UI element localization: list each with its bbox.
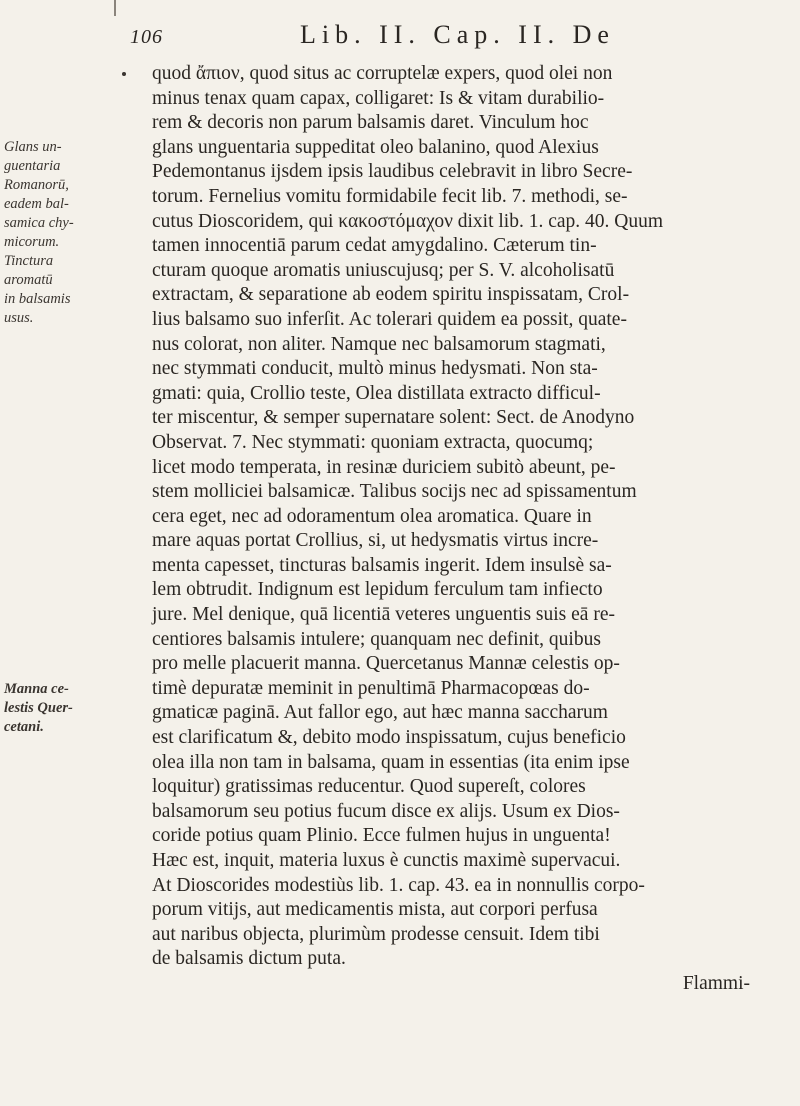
text-line: Observat. 7. Nec stymmati: quoniam extracta, quocumq; [152,431,594,453]
margin-note-line: aromatū [4,272,53,288]
text-line: stem molliciei balsamicæ. Talibus socijs nec ad spissamentum [152,481,637,503]
text-line: pro melle placuerit manna. Quercetanus Mannæ celestis op- [152,653,620,675]
text-line: quod ἄπιον, quod situs ac corruptelæ expers, quod olei non [152,63,613,84]
text-line: de balsamis dictum puta. [152,948,346,970]
margin-note-line: in balsamis [4,291,71,307]
text-line: minus tenax quam capax, colligaret: Is & vitam durabilio- [152,87,605,109]
text-line: mare aquas portat Crollius, si, ut hedysmatis virtus incre- [152,530,599,552]
margin-note-line: lestis Quer- [4,700,73,716]
text-line: menta capesset, tincturas balsamis ingerit. Idem insulsè sa- [152,554,612,576]
body-text [152,62,764,997]
running-title: Lib. II. Cap. II. De [300,20,615,49]
text-line: cera eget, nec ad odoramentum olea aromatica. Quare in [152,505,592,527]
text-line: jure. Mel denique, quā licentiā veteres unguentis suis eā re- [152,604,615,626]
text-line: nec stymmati conducit, multò minus hedysmati. Non sta- [152,358,598,380]
text-line: torum. Fernelius vomitu formidabile fecit lib. 7. methodi, se- [152,185,628,207]
text-line: balsamorum seu potius fucum disce ex alijs. Usum ex Dios- [152,800,620,822]
margin-note-line: cetani. [4,719,44,735]
page-edge-mark [114,0,116,16]
margin-note-line: samica chy- [4,215,74,231]
text-line: tamen innocentiā parum cedat amygdalino. Cæterum tin- [152,235,597,257]
text-line: At Dioscorides modestiùs lib. 1. cap. 43. ea in nonnullis corpo- [152,874,645,896]
text-line: gmaticæ paginā. Aut fallor ego, aut hæc manna saccharum [152,702,608,724]
text-line: loquitur) gratissimas reducentur. Quod supereſt, colores [152,776,586,798]
text-line: ter miscentur, & semper supernatare solent: Sect. de Anodyno [152,407,635,429]
text-line: porum vitijs, aut medicamentis mista, aut corpori perfusa [152,899,598,921]
text-line: timè depuratæ meminit in penultimā Pharmacopœas do- [152,677,590,699]
text-line: Pedemontanus ijsdem ipsis laudibus celebravit in libro Secre- [152,161,633,183]
page-number: 106 [130,26,163,48]
text-line: lem obtrudit. Indignum est lepidum ferculum tam infiecto [152,579,603,601]
margin-note-glans [4,138,116,328]
text-line: rem & decoris non parum balsamis daret. Vinculum hoc [152,112,589,134]
text-line: olea illa non tam in balsama, quam in essentias (ita enim ipse [152,751,630,773]
text-line: aut naribus objecta, plurimùm prodesse censuit. Idem tibi [152,923,600,945]
margin-note-line: usus. [4,310,34,326]
margin-note-line: micorum. [4,234,60,250]
margin-note-line: Glans un- [4,139,62,155]
text-line: nus colorat, non aliter. Namque nec balsamorum stagmati, [152,333,606,355]
text-line: glans unguentaria suppeditat oleo balanino, quod Alexius [152,136,599,158]
text-line: cturam quoque aromatis uniuscujusq; per S. V. alcoholisatū [152,259,615,281]
margin-note-line: eadem bal- [4,196,69,212]
margin-note-line: Romanorū, [4,177,69,193]
page-header [130,20,690,56]
text-line: extractam, & separatione ab eodem spiritu inspissatam, Crol- [152,284,630,306]
text-line: cutus Dioscoridem, qui κακοστόμαχον dixit lib. 1. cap. 40. Quum [152,210,664,232]
catchword: Flammi- [682,972,750,994]
text-line: lius balsamo suo inferſit. Ac tolerari quidem ea possit, quate- [152,308,627,330]
text-line: coride potius quam Plinio. Ecce fulmen hujus in unguenta! [152,825,611,847]
margin-note-line: Tinctura [4,253,54,269]
margin-bullet [122,72,126,76]
text-line: gmati: quia, Crollio teste, Olea distillata extracto difficul- [152,382,601,404]
text-line: licet modo temperata, in resinæ duriciem subitò abeunt, pe- [152,456,616,478]
margin-note-line: Manna ce- [4,681,69,697]
text-line: Hæc est, inquit, materia luxus è cunctis maximè supervacui. [152,850,621,871]
margin-note-manna [4,680,116,737]
text-line: est clarificatum &, debito modo inspissatum, cujus beneficio [152,727,626,749]
text-line: centiores balsamis intulere; quanquam nec definit, quibus [152,628,601,650]
margin-note-line: guentaria [4,158,61,174]
